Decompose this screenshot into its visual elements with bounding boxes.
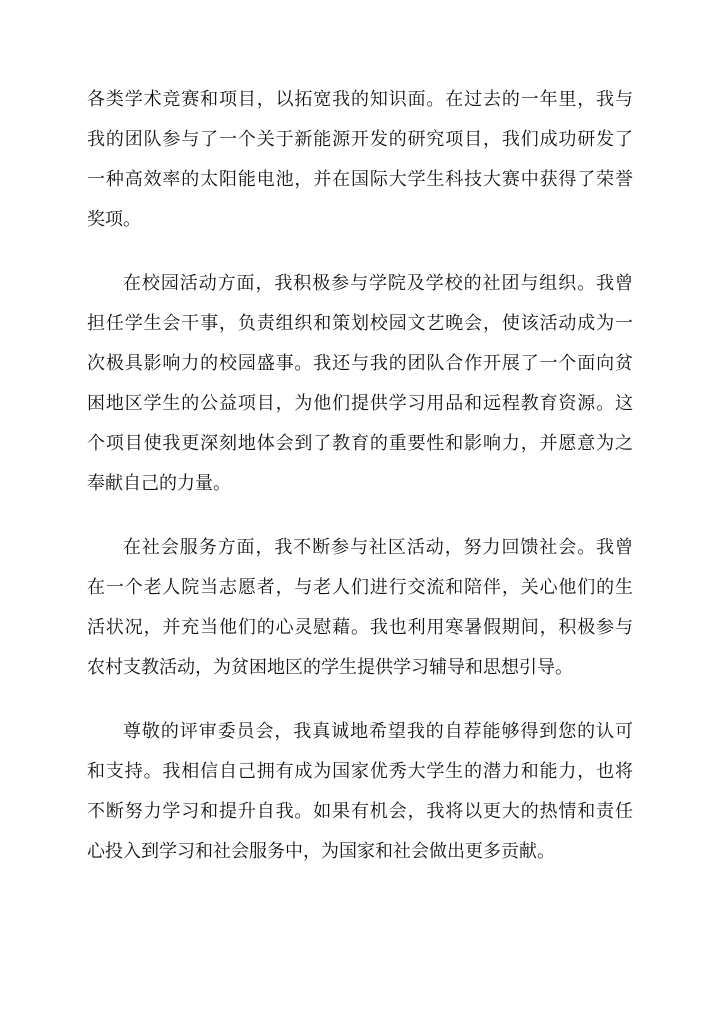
text-line: 在校园活动方面，我积极参与学院及学校的社团与组织。我曾 [123,273,633,294]
text-line: 个项目使我更深刻地体会到了教育的重要性和影响力，并愿意为之 [87,433,633,454]
text-line: 次极具影响力的校园盛事。我还与我的团队合作开展了一个面向贫 [87,353,633,374]
text-line: 一种高效率的太阳能电池，并在国际大学生科技大赛中获得了荣誉 [87,169,633,190]
text-line: 各类学术竞赛和项目，以拓宽我的知识面。在过去的一年里，我与 [87,89,633,110]
text-line: 和支持。我相信自己拥有成为国家优秀大学生的潜力和能力，也将 [87,761,633,782]
paragraph-social-service [87,528,633,688]
text-line: 困地区学生的公益项目，为他们提供学习用品和远程教育资源。这 [87,393,633,414]
text-line: 担任学生会干事，负责组织和策划校园文艺晚会，使该活动成为一 [87,313,633,334]
text-line: 活状况，并充当他们的心灵慰藉。我也利用寒暑假期间，积极参与 [87,617,633,638]
text-line: 在社会服务方面，我不断参与社区活动，努力回馈社会。我曾 [123,537,633,558]
paragraph-closing [87,712,633,872]
document-body [87,80,633,896]
text-line: 心投入到学习和社会服务中，为国家和社会做出更多贡献。 [87,841,555,862]
text-line: 奖项。 [87,209,141,230]
text-line: 不断努力学习和提升自我。如果有机会，我将以更大的热情和责任 [87,801,633,822]
paragraph-academic [87,80,633,240]
text-line: 我的团队参与了一个关于新能源开发的研究项目，我们成功研发了 [87,129,633,150]
text-line: 农村支教活动，为贫困地区的学生提供学习辅导和思想引导。 [87,657,573,678]
paragraph-campus-activities [87,264,633,504]
text-line: 奉献自己的力量。 [87,473,231,494]
text-line: 尊敬的评审委员会，我真诚地希望我的自荐能够得到您的认可 [123,721,633,742]
text-line: 在一个老人院当志愿者，与老人们进行交流和陪伴，关心他们的生 [87,577,633,598]
